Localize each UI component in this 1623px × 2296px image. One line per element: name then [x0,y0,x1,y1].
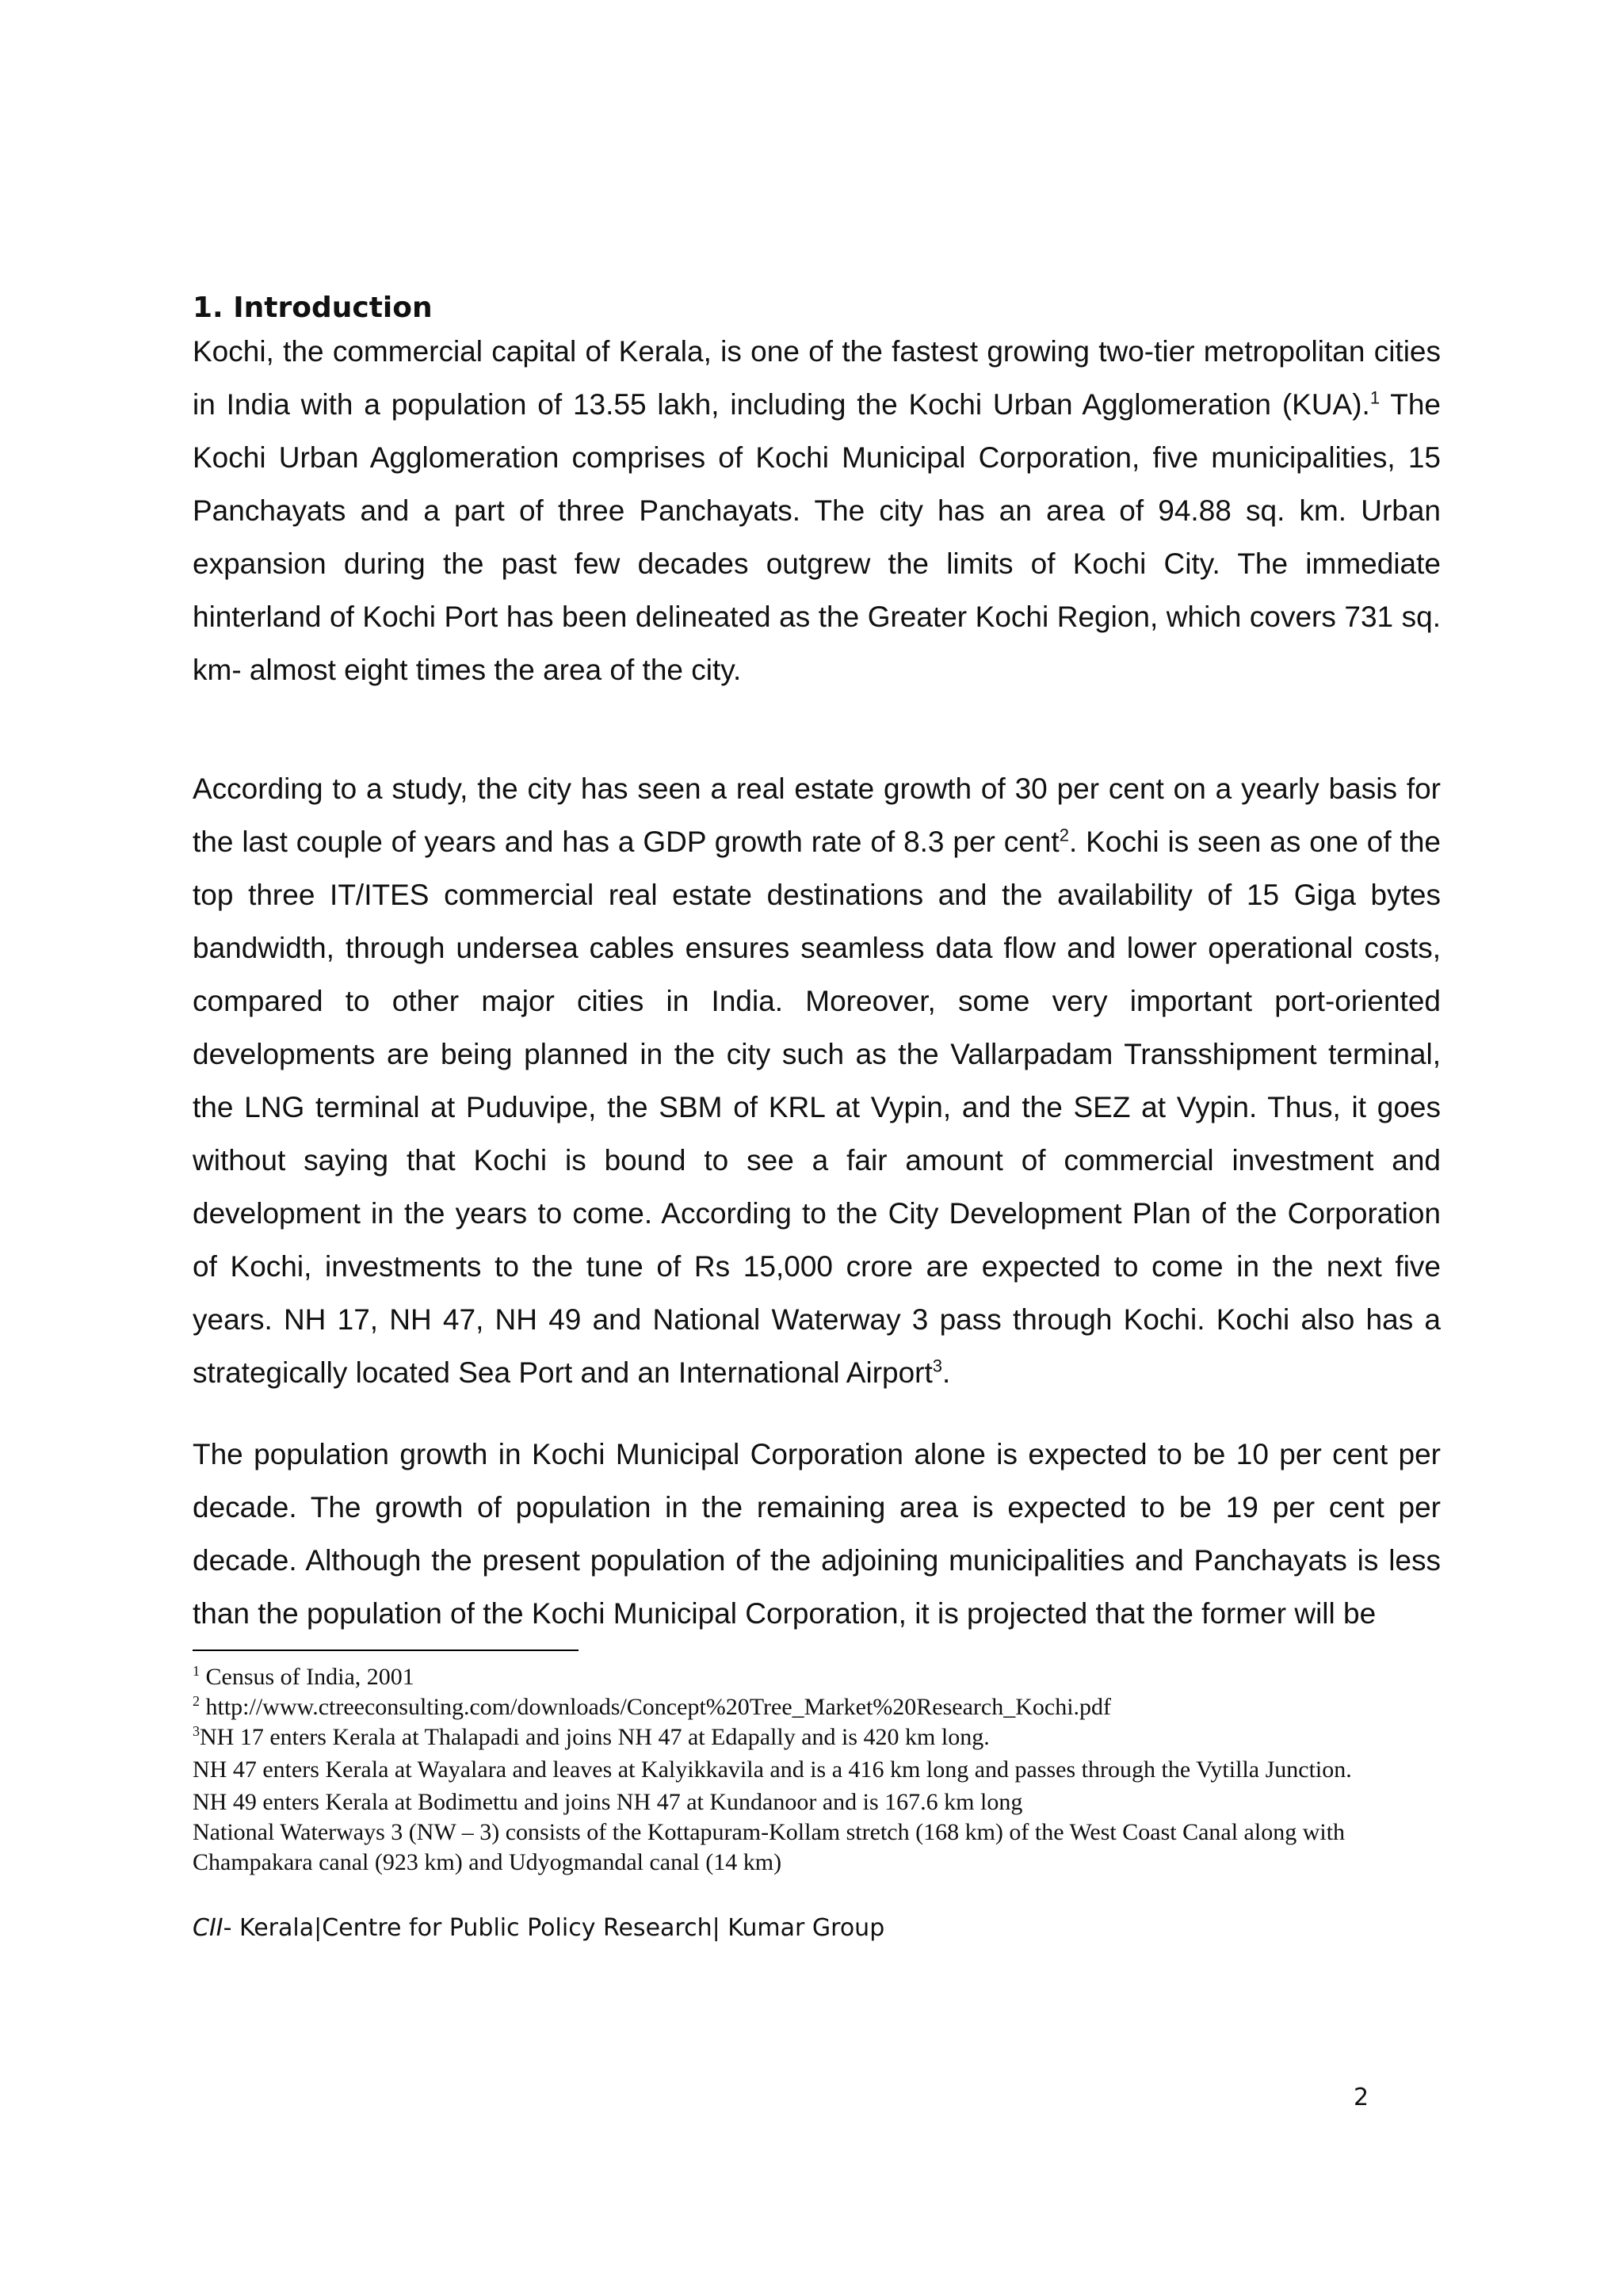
paragraph-text: The Kochi Urban Agglomeration comprises of Kochi Municipal Corporation, five municipalities, 15 Panchayats and a part of three Panchayats. The city has an area of 94.88 sq. km. Urban expansion during the past few decades outgrew the limits of Kochi City. The immediate hinterland of Kochi Port has been delineated as the Greater Kochi Region, which covers 731 sq. km- almost eight times the area of the city. [193,388,1441,686]
footnote-nh49: NH 49 enters Kerala at Bodimettu and joins NH 47 at Kundanoor and is 167.6 km long [193,1789,1023,1815]
paragraph-growth [193,762,1441,1399]
footnote-link[interactable]: http://www.ctreeconsulting.com/downloads/Concept%20Tree_Market%20Research_Kochi.pdf [200,1694,1112,1720]
footnote-number: 2 [193,1693,200,1709]
footnote-ref-3[interactable]: 3 [932,1356,943,1376]
paragraph-text: . [942,1356,951,1389]
footnote-text: NH 17 enters Kerala at Thalapadi and joins NH 47 at Edapally and is 420 km long. [200,1724,990,1750]
footnote-nh47: NH 47 enters Kerala at Wayalara and leaves at Kalyikkavila and is a 416 km long and passes through the Vytilla Junction. [193,1756,1352,1783]
footnote-ref-1[interactable]: 1 [1369,387,1381,408]
section-heading: 1. Introduction [193,292,433,324]
page-footer [193,1914,884,1942]
paragraph-text: According to a study, the city has seen a real estate growth of 30 per cent on a yearly basis for the last couple of years and has a GDP growth rate of 8.3 per cent [193,772,1441,858]
footnotes [193,1662,1441,1878]
footnote-nw3: National Waterways 3 (NW – 3) consists of the Kottapuram-Kollam stretch (168 km) of the West Coast Canal along with Champakara canal (923 km) and Udyogmandal canal (14 km) [193,1819,1346,1875]
footnote-separator [193,1650,579,1651]
paragraph-text: . Kochi is seen as one of the top three IT/ITES commercial real estate destinations and the availability of 15 Giga bytes bandwidth, through undersea cables ensures seamless data flow and lower operational costs, compared to other major cities in India. Moreover, some very important port-oriented developments are being planned in the city such as the Vallarpadam Transshipment terminal, the LNG terminal at Puduvipe, the SBM of KRL at Vypin, and the SEZ at Vypin. Thus, it goes without saying that Kochi is bound to see a fair amount of commercial investment and development in the years to come. According to the City Development Plan of the Corporation of Kochi, investments to the tune of Rs 15,000 crore are expected to come in the next five years. NH 17, NH 47, NH 49 and National Waterway 3 pass through Kochi. Kochi also has a strategically located Sea Port and an International Airport [193,826,1441,1389]
footnote-text: Census of India, 2001 [200,1664,414,1690]
footnote-2 [193,1692,1441,1722]
footnote-1 [193,1662,1441,1692]
footer-org: CII [193,1914,223,1942]
footnote-number: 1 [193,1663,200,1679]
page-number: 2 [1354,2084,1369,2111]
footnote-number: 3 [193,1723,200,1739]
paragraph-population: The population growth in Kochi Municipal Corporation alone is expected to be 10 per cent per decade. The growth of population in the remaining area is expected to be 19 per cent per decade. Although the present population of the adjoining municipalities and Panchayats is less than the population of the Kochi Municipal Corporation, it is projected that the former will be [193,1438,1441,1630]
footnote-ref-2[interactable]: 2 [1059,825,1069,845]
paragraph-introduction [193,325,1441,696]
footnote-3 [193,1722,1441,1753]
paragraph-text: Kochi, the commercial capital of Kerala, is one of the fastest growing two-tier metropolitan cities in India with a population of 13.55 lakh, including the Kochi Urban Agglomeration (KUA). [193,335,1441,421]
footer-text: - Kerala|Centre for Public Policy Research| Kumar Group [223,1914,885,1942]
